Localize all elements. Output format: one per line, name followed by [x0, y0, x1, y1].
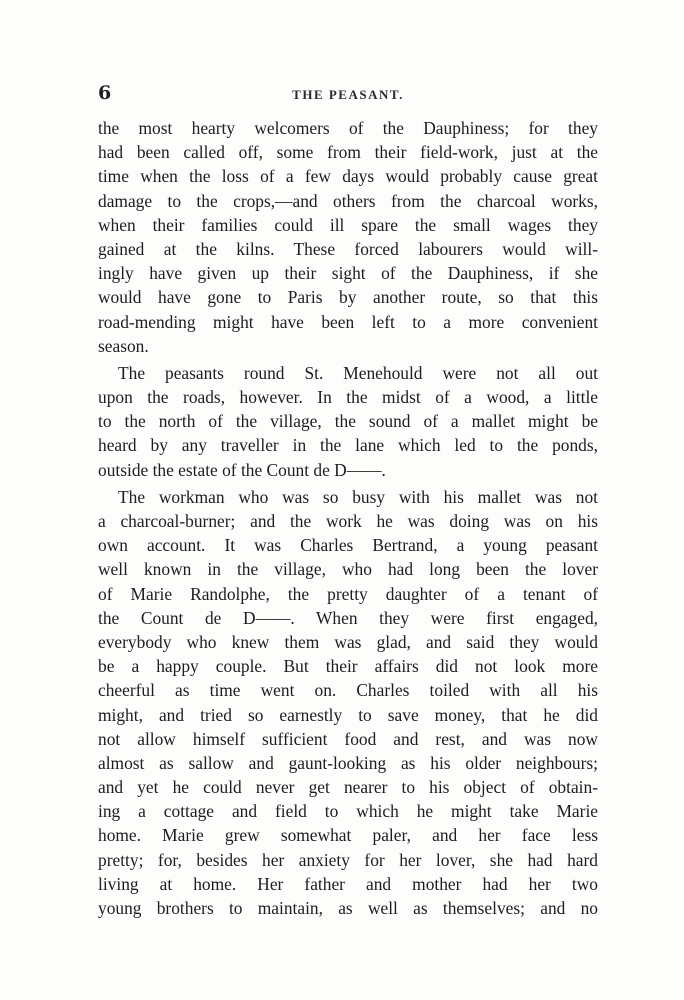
text-line: upon the roads, however. In the midst of a wood, a little [98, 387, 598, 408]
text-line: the Count de D——. When they were first engaged, [98, 607, 598, 628]
text-line: The peasants round St. Menehould were not all out [118, 362, 598, 383]
paragraph [98, 116, 598, 358]
text-line: pretty; for, besides her anxiety for her lover, she had hard [98, 849, 598, 870]
text-line: to the north of the village, the sound of a mallet might be [98, 411, 598, 432]
text-line: almost as sallow and gaunt-looking as his older neighbours; [98, 752, 598, 773]
text-line: everybody who knew them was glad, and said they would [98, 631, 598, 652]
text-line: when their families could ill spare the small wages they [98, 214, 598, 235]
text-line: gained at the kilns. These forced labourers would will- [98, 238, 598, 259]
text-line: of Marie Randolphe, the pretty daughter of a tenant of [98, 583, 598, 604]
running-title: THE PEASANT. [292, 87, 404, 102]
paragraph [98, 361, 598, 482]
text-line: The workman who was so busy with his mallet was not [118, 486, 598, 507]
text-line: young brothers to maintain, as well as themselves; and no [98, 898, 598, 918]
text-line: be a happy couple. But their affairs did not look more [98, 656, 598, 677]
text-line: own account. It was Charles Bertrand, a young peasant [98, 535, 598, 556]
text-line: a charcoal-burner; and the work he was doing was on his [98, 511, 598, 531]
text-line: heard by any traveller in the lane which led to the ponds, [98, 435, 598, 456]
text-line: road-mending might have been left to a more convenient [98, 311, 598, 332]
text-line: ingly have given up their sight of the Dauphiness, if she [98, 263, 598, 284]
text-line: home. Marie grew somewhat paler, and her face less [98, 825, 598, 846]
text-line: well known in the village, who had long been the lover [98, 559, 598, 580]
page-header [98, 82, 598, 106]
text-line: damage to the crops,—and others from the charcoal works, [98, 190, 598, 211]
body-text [98, 116, 598, 920]
text-line: living at home. Her father and mother had her two [98, 873, 598, 894]
paragraph [98, 485, 598, 920]
text-line: would have gone to Paris by another route, so that this [98, 287, 598, 308]
text-line: not allow himself sufficient food and rest, and was now [98, 728, 598, 749]
text-line: the most hearty welcomers of the Dauphiness; for they [98, 118, 598, 138]
text-line: ing a cottage and field to which he might take Marie [98, 801, 598, 822]
text-line: had been called off, some from their field-work, just at the [98, 142, 598, 163]
text-line: outside the estate of the Count de D——. [98, 459, 386, 480]
text-line: cheerful as time went on. Charles toiled with all his [98, 680, 598, 701]
text-line: and yet he could never get nearer to his object of obtain- [98, 777, 598, 798]
text-line: time when the loss of a few days would probably cause great [98, 166, 598, 187]
page-number: 6 [98, 82, 112, 104]
text-line: season. [98, 335, 149, 356]
text-line: might, and tried so earnestly to save money, that he did [98, 704, 598, 725]
